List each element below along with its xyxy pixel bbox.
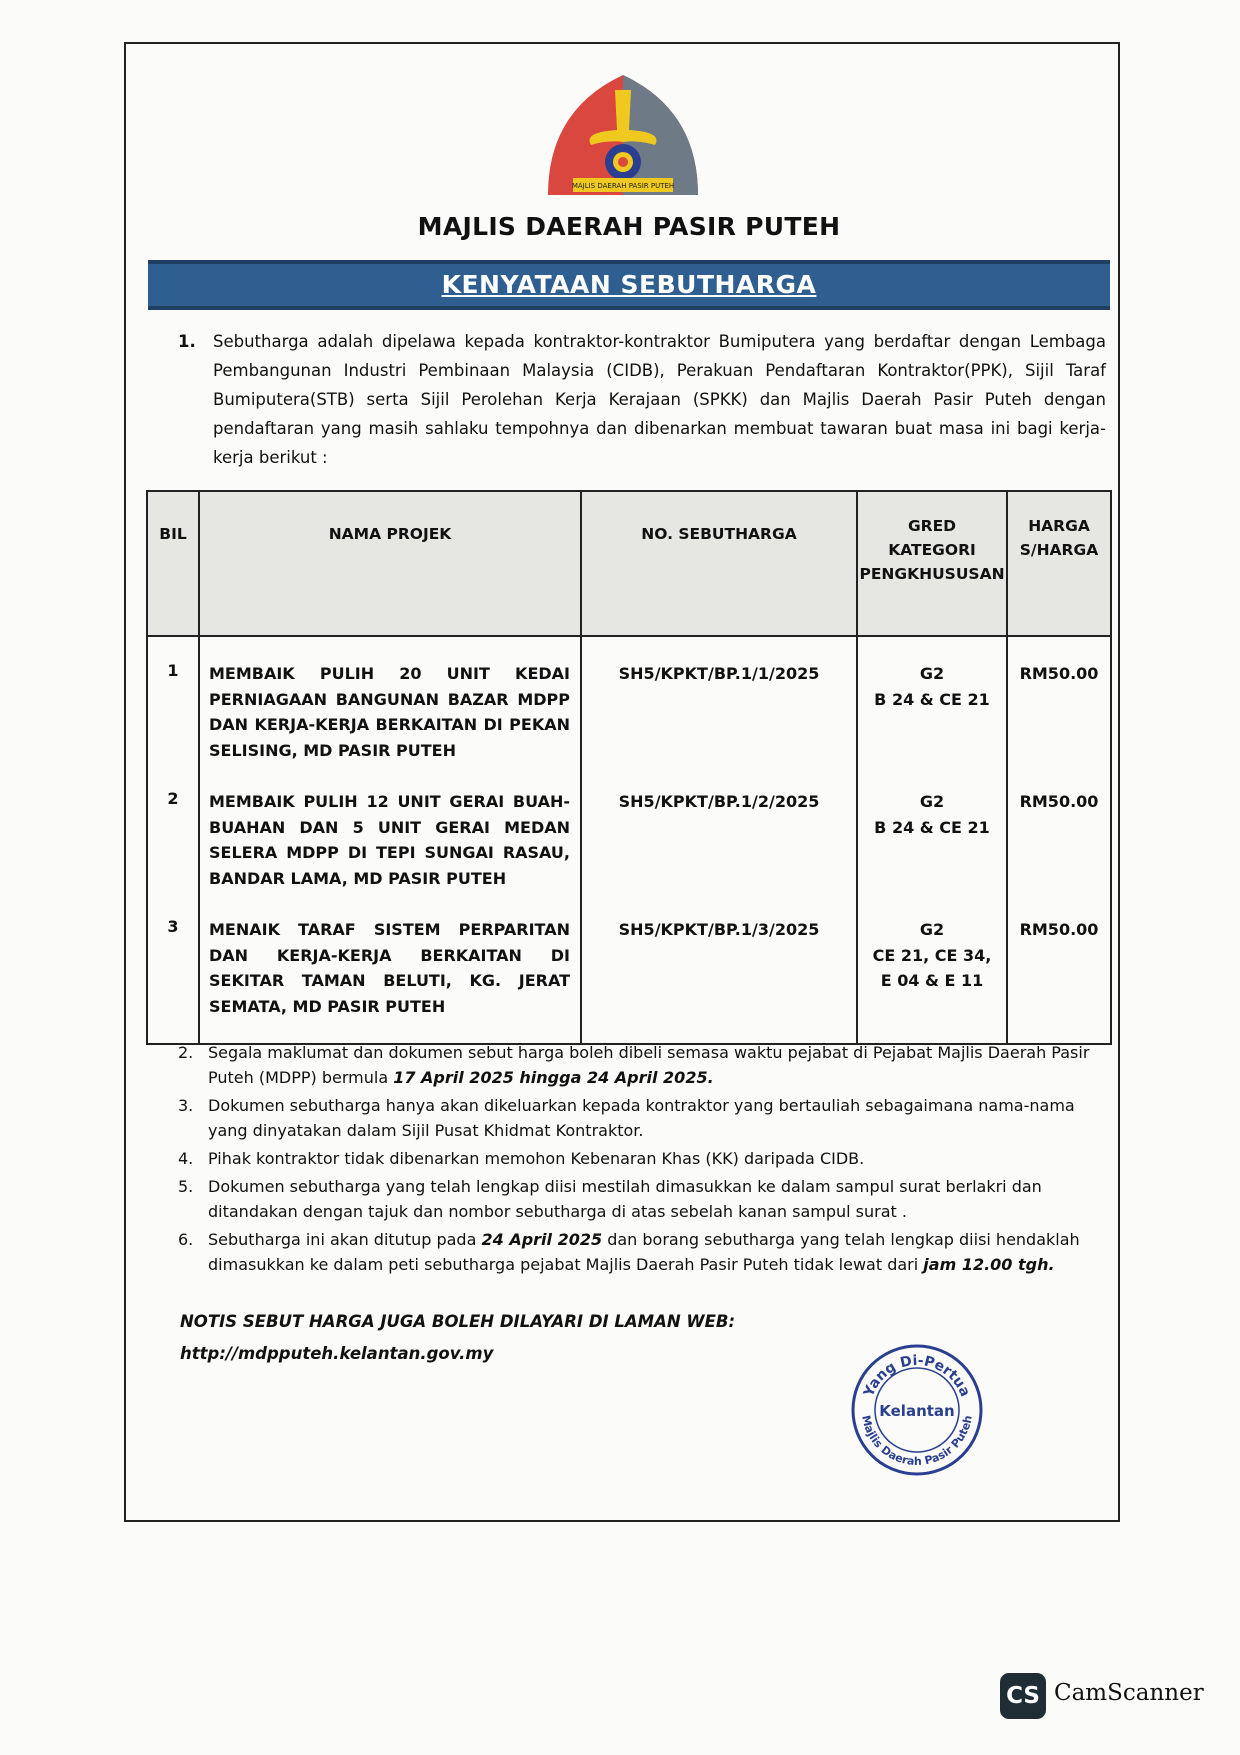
- row-harga: RM50.00: [1019, 664, 1099, 683]
- row-gred: [858, 913, 1006, 1018]
- note-item: [178, 1093, 1098, 1143]
- row-gred-code: G2: [919, 792, 945, 811]
- row-kategori: CE 21, CE 34,: [872, 945, 992, 965]
- note-item: [178, 1146, 1098, 1171]
- council-emblem-logo: [543, 70, 703, 200]
- note-text: Dokumen sebutharga hanya akan dikeluarkan kepada kontraktor yang bertauliah sebagaimana nama-nama yang dinyatakan dalam Sijil Pusat Khidmat Kontraktor.: [208, 1096, 1075, 1140]
- note-item: [178, 1174, 1098, 1224]
- note-text-continued: dan borang sebutharga yang telah lengkap diisi hendaklah dimasukkan ke dalam peti sebutharga pejabat Majlis Daerah Pasir Puteh tidak lewat dari: [208, 1230, 1080, 1274]
- camscanner-watermark: [1000, 1673, 1210, 1723]
- row-harga: RM50.00: [1019, 792, 1099, 811]
- official-stamp: [842, 1340, 992, 1480]
- table-header-row: [147, 491, 1111, 636]
- note-emphasis-time: jam 12.00 tgh.: [923, 1255, 1055, 1274]
- note-number: 5.: [178, 1177, 194, 1196]
- table-row: [147, 785, 1111, 913]
- intro-paragraph: [178, 327, 1106, 472]
- stamp-top-text: Yang Di-Pertua: [861, 1352, 973, 1400]
- row-gred-code: G2: [919, 664, 945, 683]
- row-gred-code: G2: [919, 920, 945, 939]
- row-nama-projek: MENAIK TARAF SISTEM PERPARITAN DAN KERJA-KERJA BERKAITAN DI SEKITAR TAMAN BELUTI, KG. JERAT SEMATA, MD PASIR PUTEH: [209, 920, 570, 1016]
- row-no-sebutharga: SH5/KPKT/BP.1/3/2025: [618, 920, 820, 939]
- logo-ribbon-text: MAJLIS DAERAH PASIR PUTEH: [571, 182, 675, 190]
- note-emphasis: 17 April 2025 hingga 24 April 2025.: [393, 1068, 714, 1087]
- header-nama-projek: NAMA PROJEK: [199, 491, 581, 636]
- row-gred: [858, 785, 1006, 862]
- row-no-sebutharga: SH5/KPKT/BP.1/1/2025: [618, 664, 820, 683]
- note-item: [178, 1040, 1098, 1090]
- web-notice-url[interactable]: http://mdpputeh.kelantan.gov.my: [180, 1344, 494, 1363]
- row-bil: 2: [167, 789, 179, 808]
- header-kategori-line: KATEGORI: [888, 541, 976, 559]
- title-banner: [148, 260, 1110, 310]
- row-harga: RM50.00: [1019, 920, 1099, 939]
- note-item: [178, 1227, 1098, 1277]
- table-row: [147, 636, 1111, 785]
- row-nama-projek: MEMBAIK PULIH 20 UNIT KEDAI PERNIAGAAN BANGUNAN BAZAR MDPP DAN KERJA-KERJA BERKAITAN DI PEKAN SELISING, MD PASIR PUTEH: [209, 664, 570, 760]
- project-table: [146, 490, 1112, 1045]
- row-kategori-2: E 04 & E 11: [880, 971, 984, 990]
- row-nama-projek: MEMBAIK PULIH 12 UNIT GERAI BUAH-BUAHAN DAN 5 UNIT GERAI MEDAN SELERA MDPP DI TEPI SUNGAI RASAU, BANDAR LAMA, MD PASIR PUTEH: [209, 792, 570, 888]
- paragraph-text: Sebutharga adalah dipelawa kepada kontraktor-kontraktor Bumiputera yang berdaftar dengan Lembaga Pembangunan Industri Pembinaan Malaysia (CIDB), Perakuan Pendaftaran Kontraktor(PPK), Sijil Taraf Bumiputera(STB) serta Sijil Perolehan Kerja Kerajaan (SPKK) dan Majlis Daerah Pasir Puteh dengan pendaftaran yang masih sahlaku tempohnya dan dibenarkan membuat tawaran buat masa ini bagi kerja-kerja berikut :: [213, 332, 1106, 467]
- header-bil: BIL: [147, 491, 199, 636]
- note-emphasis: 24 April 2025: [481, 1230, 603, 1249]
- organization-title: MAJLIS DAERAH PASIR PUTEH: [417, 212, 841, 241]
- header-sharga-line: S/HARGA: [1019, 541, 1099, 559]
- header-harga: [1007, 491, 1111, 636]
- row-no-sebutharga: SH5/KPKT/BP.1/2/2025: [618, 792, 820, 811]
- note-number: 6.: [178, 1230, 194, 1249]
- note-number: 4.: [178, 1149, 194, 1168]
- note-text: Pihak kontraktor tidak dibenarkan memohon Kebenaran Khas (KK) daripada CIDB.: [208, 1149, 865, 1168]
- row-bil: 1: [167, 661, 179, 680]
- stamp-center-text: Kelantan: [879, 1402, 955, 1420]
- header-pengkhususan-line: PENGKHUSUSAN: [859, 565, 1005, 583]
- web-notice-label: NOTIS SEBUT HARGA JUGA BOLEH DILAYARI DI LAMAN WEB:: [180, 1312, 736, 1331]
- row-bil: 3: [167, 917, 179, 936]
- row-kategori: B 24 & CE 21: [874, 817, 990, 837]
- paragraph-number: 1.: [178, 332, 196, 351]
- row-gred: [858, 637, 1006, 734]
- note-number: 2.: [178, 1043, 194, 1062]
- table-row: [147, 913, 1111, 1044]
- note-number: 3.: [178, 1096, 194, 1115]
- header-harga-line: HARGA: [1028, 517, 1090, 535]
- stamp-bottom-text: Majlis Daerah Pasir Puteh: [859, 1414, 975, 1469]
- banner-title: KENYATAAN SEBUTHARGA: [441, 270, 817, 299]
- camscanner-logo-icon: CS: [1000, 1673, 1046, 1719]
- header-gred: [857, 491, 1007, 636]
- row-kategori: B 24 & CE 21: [874, 689, 990, 709]
- web-notice: [180, 1306, 735, 1370]
- note-text: Dokumen sebutharga yang telah lengkap diisi mestilah dimasukkan ke dalam sampul surat berlakri dan ditandakan dengan tajuk dan nombor sebutharga di atas sebelah kanan sampul surat .: [208, 1177, 1042, 1221]
- header-gred-line: GRED: [907, 517, 957, 535]
- note-text: Segala maklumat dan dokumen sebut harga boleh dibeli semasa waktu pejabat di Pejabat Majlis Daerah Pasir Puteh (MDPP) bermula: [208, 1043, 1090, 1087]
- header-no-sebutharga: NO. SEBUTHARGA: [581, 491, 857, 636]
- note-text: Sebutharga ini akan ditutup pada: [208, 1230, 482, 1249]
- camscanner-name: CamScanner: [1054, 1680, 1204, 1706]
- notes-list: [178, 1040, 1098, 1280]
